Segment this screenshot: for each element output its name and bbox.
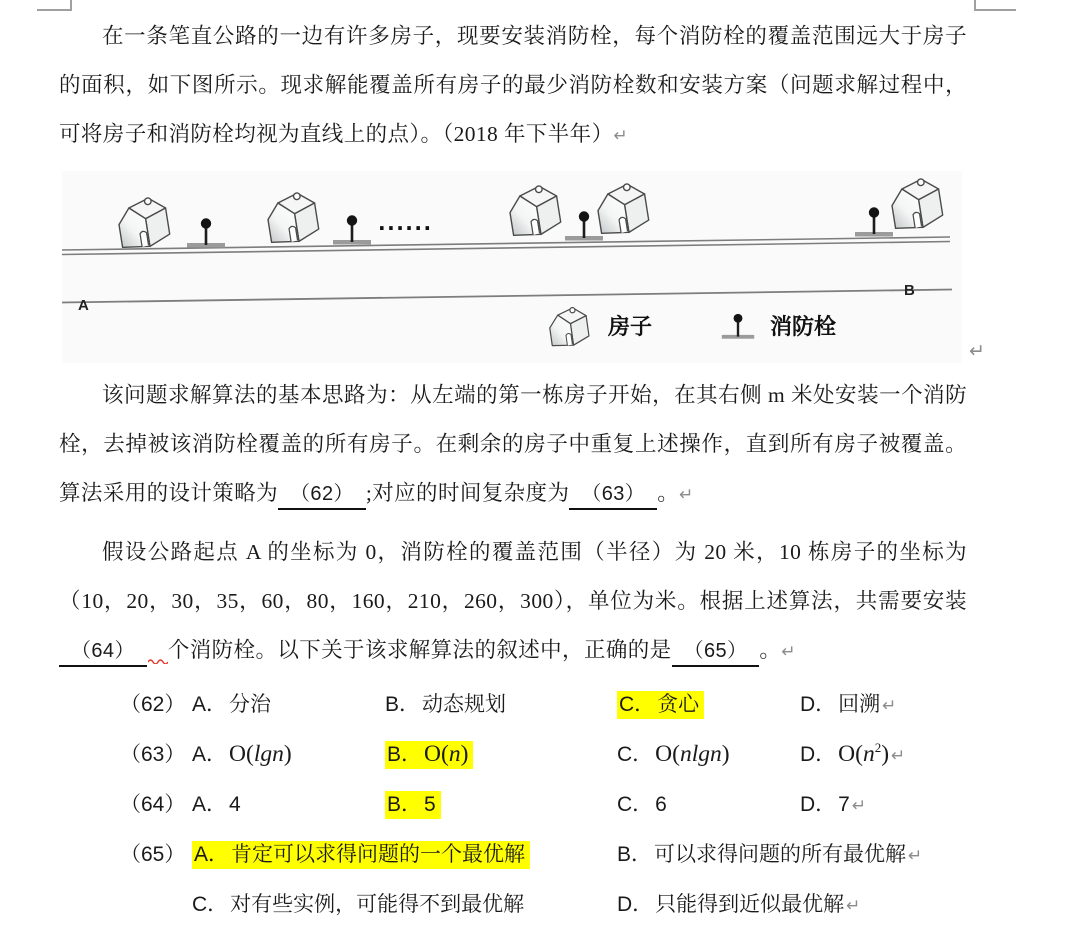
house-icon	[502, 179, 571, 249]
figure-road-diagram	[62, 171, 962, 363]
legend-hydrant-icon	[720, 311, 756, 345]
option-letter: A．	[192, 693, 228, 716]
option-text: 6	[655, 793, 667, 816]
highlighted-answer	[385, 791, 441, 819]
paragraph-text: 在一条笔直公路的一边有许多房子，现要安装消防栓，每个消防栓的覆盖范围远大于房子的面积，如下图所示。现求解能覆盖所有房子的最少消防栓数和安装方案（问题求解过程中，可将房子和消防栓均视为直线上的点）。（2018 年下半年）	[59, 24, 967, 146]
question-number: （65）	[120, 843, 186, 866]
option-text: $O(n^2)$	[838, 740, 890, 767]
option-letter: D．	[800, 693, 837, 716]
option-content	[800, 692, 882, 718]
option-content	[617, 892, 846, 918]
option-content	[800, 742, 891, 768]
option-64-B	[385, 788, 617, 818]
hydrant-icon	[332, 212, 372, 251]
option-content	[192, 892, 526, 918]
option-text: 可以求得问题的所有最优解	[654, 843, 907, 866]
option-62-B	[385, 688, 617, 718]
option-content	[192, 692, 273, 718]
paragraph-algorithm	[59, 371, 967, 520]
option-text: O(lgn)	[229, 741, 292, 767]
question-row-64	[120, 778, 1050, 828]
option-text: 4	[229, 793, 241, 816]
option-letter: C．	[192, 893, 229, 916]
question-row-65	[120, 828, 1050, 878]
paragraph-mark: ↵	[851, 796, 867, 816]
option-63-A	[192, 738, 385, 768]
option-content	[617, 792, 669, 818]
option-letter: A．	[194, 843, 230, 866]
option-content	[617, 842, 908, 868]
blank-65: （65）	[672, 638, 760, 667]
option-64-D	[800, 788, 1050, 818]
paragraph-mark: ↵	[613, 126, 628, 146]
legend-hydrant-label: 消防栓	[770, 314, 837, 339]
hydrant-icon	[564, 208, 604, 247]
option-letter: C．	[617, 743, 654, 766]
option-letter: A．	[192, 743, 228, 766]
option-63-D	[800, 738, 1050, 768]
paragraph-problem-statement	[59, 12, 967, 161]
paragraph-mark: ↵	[679, 485, 694, 505]
option-64-A	[192, 788, 385, 818]
spellcheck-squiggle-icon	[148, 658, 168, 664]
option-65-D	[617, 888, 1050, 918]
option-letter: B．	[617, 843, 653, 866]
option-text: 对有些实例，可能得不到最优解	[230, 893, 525, 916]
multiple-choice-options	[120, 678, 1050, 928]
question-number: （62）	[120, 693, 186, 716]
option-letter: A．	[192, 793, 228, 816]
page-margin-crop-mark-left	[37, 0, 72, 11]
option-64-C	[617, 788, 800, 818]
hydrant-icon	[854, 204, 894, 243]
paragraph-text: 假设公路起点 A 的坐标为 0，消防栓的覆盖范围（半径）为 20 米，10 栋房子的坐标为（10，20，30，35，60，80，160，210，260，300），单位为米。根据上述算法，共需要安装	[59, 540, 967, 613]
option-letter: B．	[387, 793, 423, 816]
question-number: （63）	[120, 743, 186, 766]
option-letter: D．	[800, 743, 837, 766]
option-text: 回溯	[838, 693, 881, 716]
option-text: 贪心	[657, 693, 700, 716]
option-text: O(nlgn)	[655, 741, 730, 767]
option-content	[617, 742, 732, 768]
road-label-b: B	[904, 282, 915, 299]
option-text: 动态规划	[422, 693, 507, 716]
paragraph-mark: ↵	[908, 846, 923, 866]
option-62-C	[617, 688, 800, 718]
option-text: O(n)	[424, 741, 469, 767]
question-row-65	[120, 878, 1050, 928]
blank-63: （63）	[569, 481, 657, 510]
option-letter: B．	[387, 743, 423, 766]
option-63-C	[617, 738, 800, 768]
legend-house-label: 房子	[608, 314, 653, 339]
ellipsis-dots: ......	[378, 211, 433, 235]
paragraph-mark: ↵	[781, 642, 796, 662]
option-content	[192, 792, 243, 818]
option-text: 只能得到近似最优解	[655, 893, 845, 916]
question-row-62	[120, 678, 1050, 728]
paragraph-text: 该问题求解算法的基本思路为：从左端的第一栋房子开始，在其右侧 m 米处安装一个消防栓，去掉被该消防栓覆盖的所有房子。在剩余的房子中重复上述操作，直到所有房子被覆盖。算法采用的设计策略为	[59, 383, 967, 505]
option-content	[385, 692, 508, 718]
option-letter: C．	[619, 693, 656, 716]
option-content	[192, 742, 294, 768]
option-letter: C．	[617, 793, 654, 816]
blank-62: （62）	[278, 481, 366, 510]
paragraph-mark: ↵	[846, 896, 861, 916]
paragraph-text: 个消防栓。以下关于该求解算法的叙述中，正确的是	[167, 638, 672, 662]
paragraph-instance	[59, 528, 967, 677]
option-letter: D．	[617, 893, 654, 916]
option-letter: B．	[385, 693, 421, 716]
blank-64: （64）	[59, 638, 147, 667]
option-text: 5	[424, 793, 436, 816]
question-number: （64）	[120, 793, 186, 816]
option-text: 肯定可以求得问题的一个最优解	[231, 843, 526, 866]
house-icon	[260, 186, 329, 256]
option-62-A	[192, 688, 385, 718]
paragraph-text: ;对应的时间复杂度为	[365, 481, 570, 505]
hydrant-icon	[186, 215, 226, 254]
option-62-D	[800, 688, 1050, 718]
paragraph-mark: ↵	[969, 340, 985, 362]
highlighted-answer	[385, 741, 473, 769]
highlighted-answer	[192, 841, 530, 869]
paragraph-text: 。	[657, 481, 680, 505]
option-65-A	[192, 838, 617, 868]
question-row-63	[120, 728, 1050, 778]
page-margin-crop-mark-right	[974, 0, 1016, 11]
option-text: 分治	[229, 693, 272, 716]
house-icon	[111, 191, 180, 261]
paragraph-text: 。	[759, 638, 782, 662]
option-letter: D．	[800, 793, 837, 816]
option-65-B	[617, 838, 1050, 868]
option-65-C	[192, 888, 617, 918]
legend-house-icon	[544, 300, 597, 359]
paragraph-mark: ↵	[882, 696, 897, 716]
road-lower-line	[62, 290, 952, 303]
option-63-B	[385, 738, 617, 768]
highlighted-answer	[617, 691, 704, 719]
paragraph-mark: ↵	[891, 746, 906, 766]
road-label-a: A	[78, 297, 89, 314]
option-content	[800, 792, 852, 818]
option-text: 7	[838, 793, 850, 816]
